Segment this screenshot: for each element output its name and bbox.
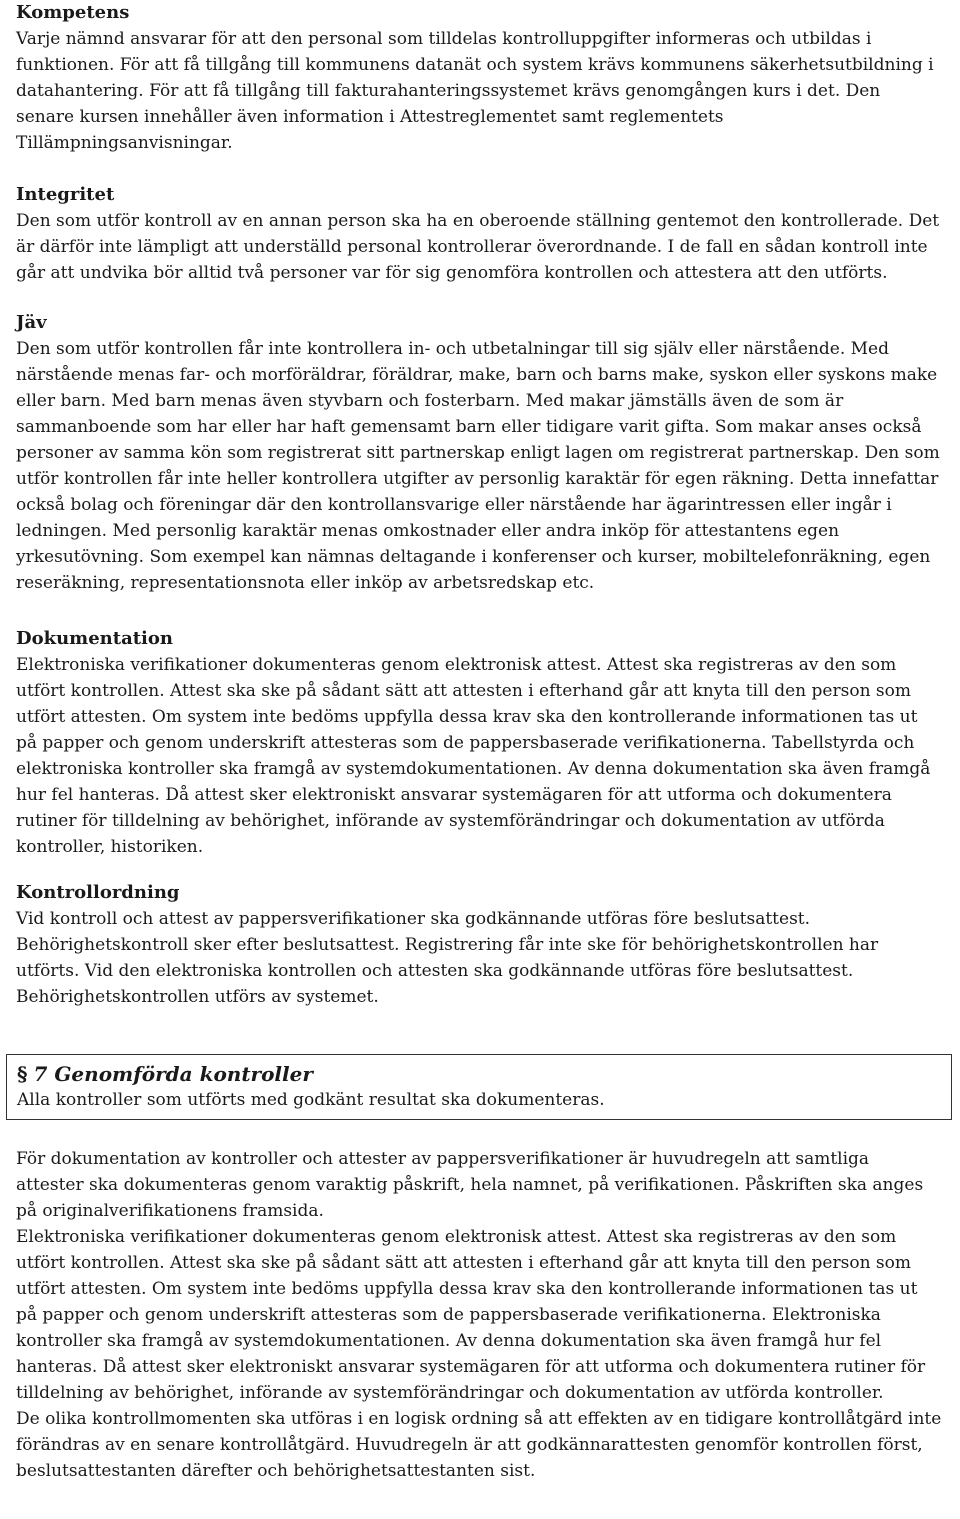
section-kontrollordning (16, 880, 942, 1010)
heading-genomforda-kontroller (17, 1061, 941, 1087)
paragraph-genomforda-3: De olika kontrollmomenten ska utföras i en logisk ordning så att effekten av en tidigare kontrollåtgärd inte förändras av en senare kontrollåtgärd. Huvudregeln är att godkännarattesten genomför kontrollen först, beslutsattestanten därefter och behörighetsattestanten sist. (16, 1409, 942, 1481)
section-genomforda-body (16, 1146, 942, 1484)
heading-kontrollordning: Kontrollordning (16, 882, 180, 903)
section-kompetens (16, 0, 942, 156)
paragraph-dokumentation: Elektroniska verifikationer dokumenteras genom elektronisk attest. Attest ska registreras av den som utfört kontrollen. Attest ska ske på sådant sätt att attesten i efterhand går att knyta till den person som utfört attesten. Om system inte bedöms uppfylla dessa krav ska den kontrollerande informationen tas ut på papper och genom underskrift attesteras som de pappersbaserade verifikationerna. Tabellstyrda och elektroniska kontroller ska framgå av systemdokumentationen. Av denna dokumentation ska även framgå hur fel hanteras. Då attest sker elektroniskt ansvarar systemägaren för att utforma och dokumentera rutiner för tilldelning av behörighet, införande av systemförändringar och dokumentation av utförda kontroller, historiken. (16, 655, 931, 857)
heading-integritet: Integritet (16, 184, 115, 205)
heading-kompetens: Kompetens (16, 2, 130, 23)
section-dokumentation (16, 626, 942, 860)
section-integritet (16, 182, 942, 286)
heading-jav: Jäv (16, 312, 47, 333)
paragraph-kompetens: Varje nämnd ansvarar för att den personal som tilldelas kontrolluppgifter informeras och utbildas i funktionen. För att få tillgång till kommunens datanät och system krävs kommunens säkerhetsutbildning i datahantering. För att få tillgång till fakturahanteringssystemet krävs genomgången kurs i det. Den senare kursen innehåller även information i Attestreglementet samt reglementets Tillämpningsanvisningar. (16, 29, 934, 153)
section-sign-icon: § (17, 1062, 28, 1086)
paragraph-integritet: Den som utför kontroll av en annan person ska ha en oberoende ställning gentemot den kontrollerade. Det är därför inte lämpligt att underställd personal kontrollerar överordnande. I de fall en sådan kontroll inte går att undvika bör alltid två personer var för sig genomföra kontrollen och attestera att den utförts. (16, 211, 940, 283)
boxed-section-genomforda-kontroller (6, 1054, 952, 1120)
paragraph-kontrollordning: Vid kontroll och attest av pappersverifikationer ska godkännande utföras före beslutsattest. Behörighetskontroll sker efter beslutsattest. Registrering får inte ske för behörighetskontrollen har utförts. Vid den elektroniska kontrollen och attesten ska godkännande utföras före beslutsattest. Behörighetskontrollen utförs av systemet. (16, 909, 879, 1007)
heading-dokumentation: Dokumentation (16, 628, 173, 649)
paragraph-genomforda-1: För dokumentation av kontroller och attester av pappersverifikationer är huvudregeln att samtliga attester ska dokumenteras genom varaktig påskrift, hela namnet, på verifikationen. Påskriften ska anges på originalverifikationens framsida. (16, 1149, 924, 1221)
paragraph-jav: Den som utför kontrollen får inte kontrollera in- och utbetalningar till sig själv eller närstående. Med närstående menas far- och morföräldrar, föräldrar, make, barn och barns make, syskon eller syskons make eller barn. Med barn menas även styvbarn och fosterbarn. Med makar jämställs även de som är sammanboende som har eller har haft gemensamt barn eller tidigare varit gifta. Som makar anses också personer av samma kön som registrerat sitt partnerskap enligt lagen om registrerat partnerskap. Den som utför kontrollen får inte heller kontrollera utgifter av personlig karaktär för egen räkning. Detta innefattar också bolag och föreningar där den kontrollansvarige eller närstående har ägarintressen eller ingår i ledningen. Med personlig karaktär menas omkostnader eller andra inköp för attestantens egen yrkesutövning. Som exempel kan nämnas deltagande i konferenser och kurser, mobiltelefonräkning, egen reseräkning, representationsnota eller inköp av arbetsredskap etc. (16, 339, 940, 593)
heading-genomforda-kontroller-text: 7 Genomförda kontroller (33, 1062, 313, 1086)
paragraph-genomforda-2: Elektroniska verifikationer dokumenteras genom elektronisk attest. Attest ska registreras av den som utfört kontrollen. Attest ska ske på sådant sätt att attesten i efterhand går att knyta till den person som utfört attesten. Om system inte bedöms uppfylla dessa krav ska den kontrollerande informationen tas ut på papper och genom underskrift attesteras som de pappersbaserade verifikationerna. Elektroniska kontroller ska framgå av systemdokumentationen. Av denna dokumentation ska även framgå hur fel hanteras. Då attest sker elektroniskt ansvarar systemägaren för att utforma och dokumentera rutiner för tilldelning av behörighet, införande av systemförändringar och dokumentation av utförda kontroller. (16, 1227, 926, 1403)
summary-genomforda-kontroller: Alla kontroller som utförts med godkänt resultat ska dokumenteras. (17, 1090, 605, 1110)
section-jav (16, 310, 942, 596)
